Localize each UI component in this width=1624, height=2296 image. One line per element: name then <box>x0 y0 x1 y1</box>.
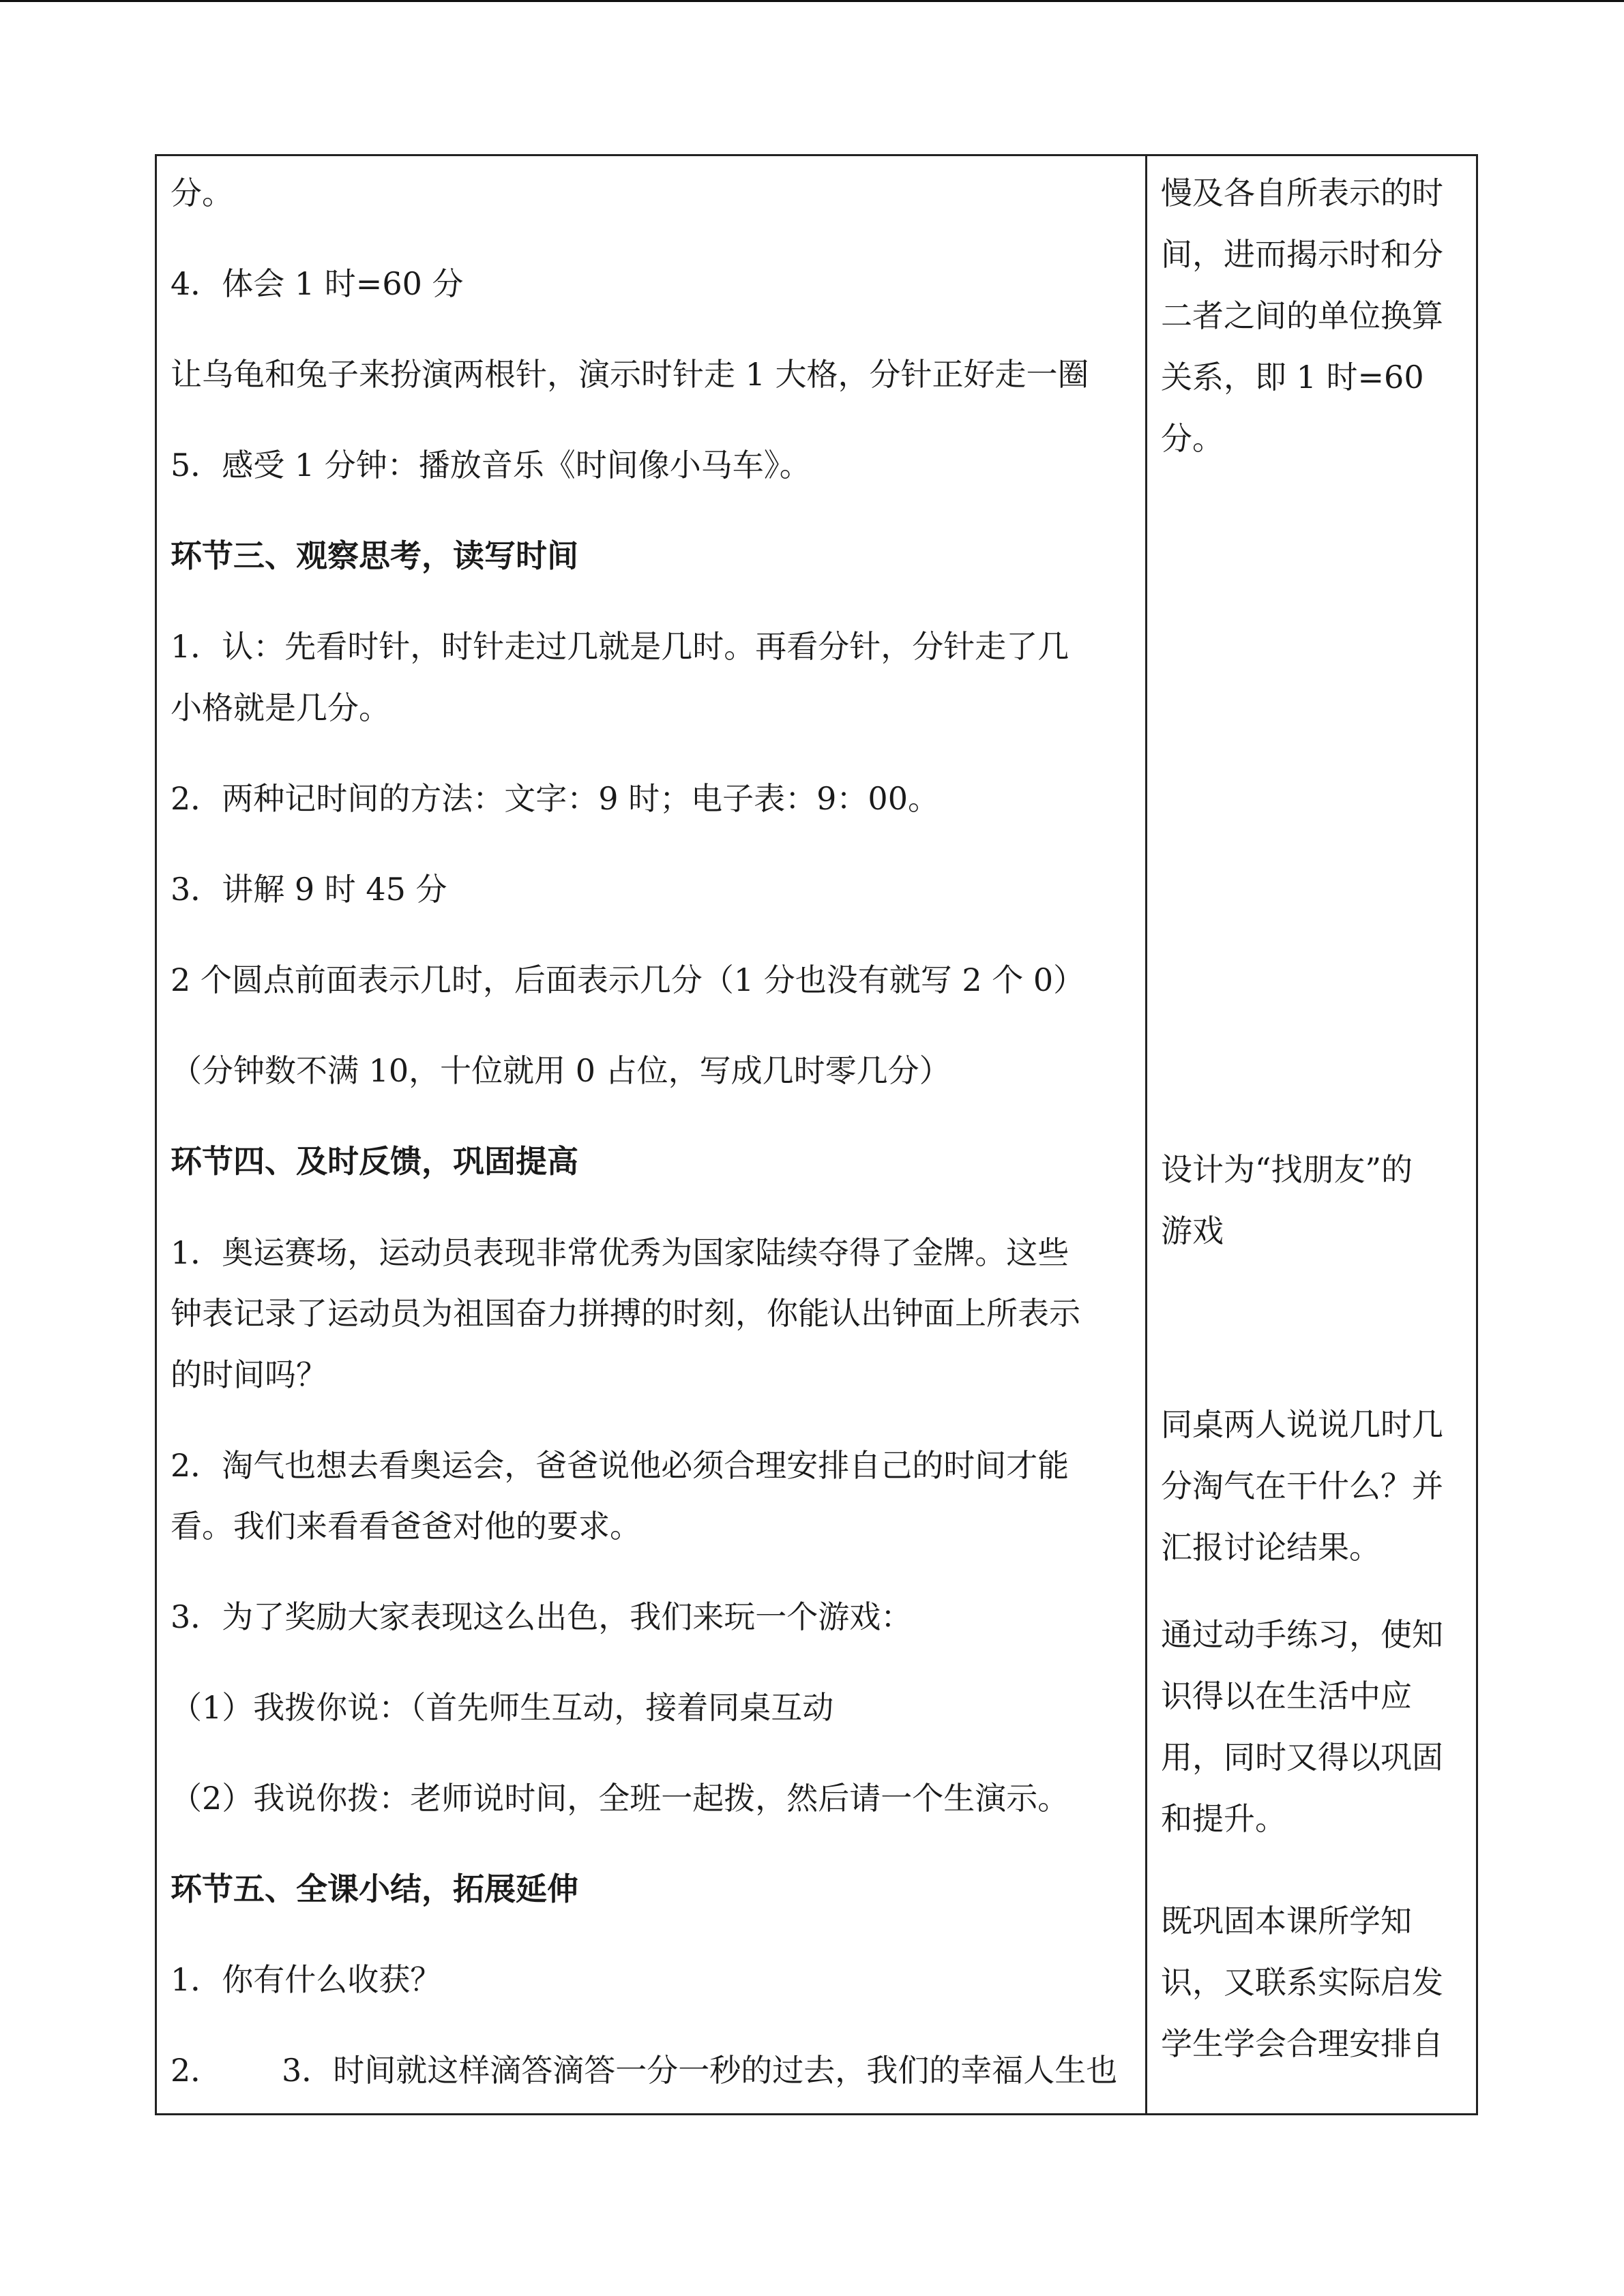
text-line: 钟表记录了运动员为祖国奋力拼搏的时刻，你能认出钟面上所表示 <box>171 1295 1080 1332</box>
text-line: 1．认：先看时针，时针走过几就是几时。再看分针，分针走了几 <box>171 628 1069 665</box>
design-intent-cell <box>1147 156 1476 2113</box>
text-line: 分。 <box>171 175 233 211</box>
text-line: （1）我拨你说：（首先师生互动，接着同桌互动 <box>171 1689 834 1726</box>
text-line: 5．感受 1 分钟：播放音乐《时间像小马车》。 <box>171 447 811 483</box>
note-line: 识得以在生活中应 <box>1161 1678 1412 1714</box>
note-line: 游戏 <box>1161 1212 1224 1249</box>
text-line: 2．淘气也想去看奥运会，爸爸说他必须合理安排自己的时间才能 <box>171 1447 1069 1484</box>
text-line: 1．奥运赛场，运动员表现非常优秀为国家陆续夺得了金牌。这些 <box>171 1234 1069 1271</box>
section-heading: 环节五、全课小结，拓展延伸 <box>171 1870 578 1907</box>
text-line: 1．你有什么收获？ <box>171 1961 442 1998</box>
note-line: 汇报讨论结果。 <box>1161 1529 1381 1566</box>
note-line: 通过动手练习，使知 <box>1161 1616 1443 1653</box>
text-line: 小格就是几分。 <box>171 689 390 726</box>
text-line: 2 个圆点前面表示几时，后面表示几分（1 分也没有就写 2 个 0） <box>171 961 1085 998</box>
text-line: 4．体会 1 时=60 分 <box>171 265 464 302</box>
note-line: 间，进而揭示时和分 <box>1161 236 1443 273</box>
text-line: 的时间吗？ <box>171 1356 327 1393</box>
text-line: 3．为了奖励大家表现这么出色，我们来玩一个游戏： <box>171 1598 913 1635</box>
note-line: 分。 <box>1161 420 1224 457</box>
text-line: 让乌龟和兔子来扮演两根针，演示时针走 1 大格，分针正好走一圈 <box>171 356 1089 393</box>
section-heading: 环节四、及时反馈，巩固提高 <box>171 1143 578 1180</box>
note-line: 设计为“找朋友”的 <box>1161 1151 1413 1188</box>
note-line: 慢及各自所表示的时 <box>1161 175 1443 211</box>
note-line: 关系，即 1 时=60 <box>1161 359 1424 396</box>
note-line: 二者之间的单位换算 <box>1161 297 1443 334</box>
text-line: 2．两种记时间的方法：文字：9 时；电子表：9：00。 <box>171 780 939 817</box>
teaching-process-cell <box>157 156 1145 2113</box>
note-line: 分淘气在干什么？并 <box>1161 1467 1443 1504</box>
text-line: 看。我们来看看爸爸对他的要求。 <box>171 1508 641 1545</box>
text-line: （2）我说你拨：老师说时间，全班一起拨，然后请一个生演示。 <box>171 1780 1069 1817</box>
text-line: 3．讲解 9 时 45 分 <box>171 871 447 908</box>
page-top-rule <box>0 0 1624 2</box>
text-line: 2． 3．时间就这样滴答滴答一分一秒的过去，我们的幸福人生也 <box>171 2052 1118 2089</box>
note-line: 既巩固本课所学知 <box>1161 1903 1412 1939</box>
note-line: 同桌两人说说几时几 <box>1161 1406 1443 1443</box>
lesson-plan-table <box>155 154 1478 2115</box>
note-line: 学生学会合理安排自 <box>1161 2025 1443 2062</box>
section-heading: 环节三、观察思考，读写时间 <box>171 537 578 574</box>
note-line: 识，又联系实际启发 <box>1161 1964 1443 2001</box>
note-line: 和提升。 <box>1161 1800 1286 1837</box>
text-line: （分钟数不满 10，十位就用 0 占位，写成几时零几分） <box>171 1052 951 1089</box>
note-line: 用，同时又得以巩固 <box>1161 1739 1443 1776</box>
